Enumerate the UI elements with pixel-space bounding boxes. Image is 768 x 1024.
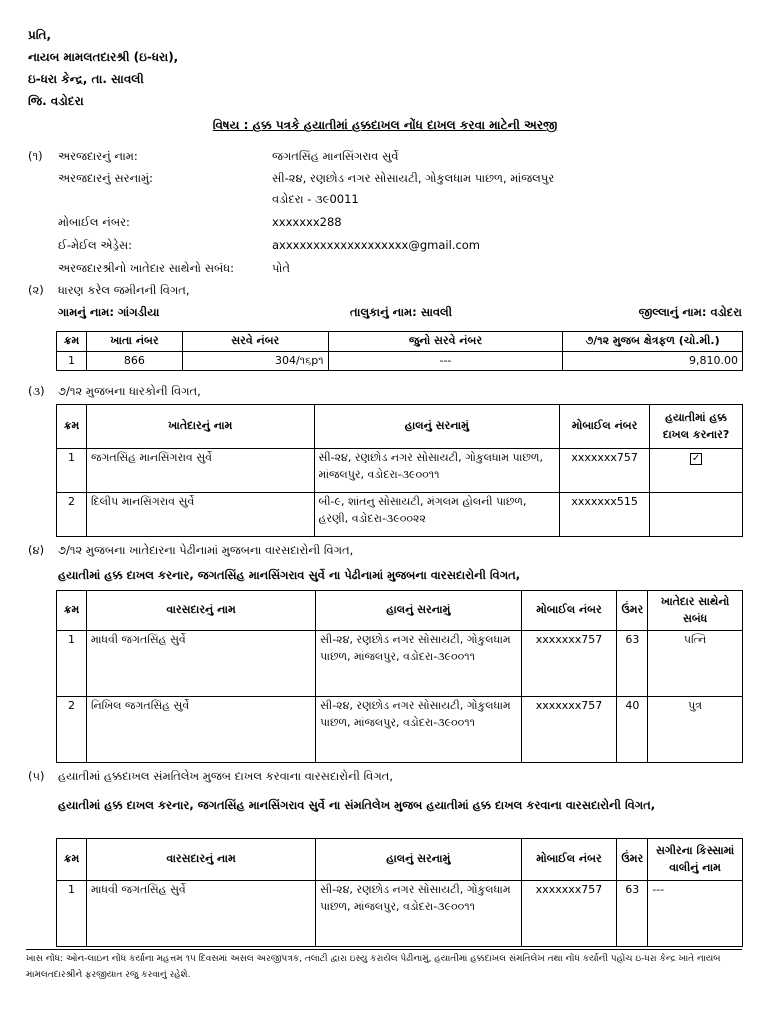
table-row: [57, 449, 743, 493]
header-cell: જુનો સરવે નંબર: [328, 332, 563, 352]
applicant-address-line-1: સી-૨૪, રણછોડ નગર સોસાયટી, ગોકુલધામ પાછળ, માંજલપુર: [272, 171, 555, 185]
header-cell: વારસદારનું નામ: [86, 591, 315, 631]
section-5-number: (૫): [28, 769, 45, 783]
consent-table-header: [57, 839, 743, 881]
section-3-number: (૩): [28, 384, 45, 398]
header-cell: ક્રમ: [57, 405, 87, 449]
address-line-1: પ્રતિ,: [28, 28, 52, 42]
header-cell: હાલનું સરનામું: [316, 839, 521, 881]
subject-line: વિષય : હક્ક પત્રકે હયાતીમાં હક્કદાખલ નોંધ દાખલ કરવા માટેની અરજી: [212, 118, 558, 132]
header-cell: વારસદારનું નામ: [86, 839, 315, 881]
header-cell: ઉંમર: [617, 839, 648, 881]
taluka-name: તાલુકાનું નામ: સાવલી: [350, 305, 453, 319]
land-table: [56, 331, 743, 371]
header-cell: ખાતેદાર સાથેનો સબંધ: [648, 591, 743, 631]
holder-name: જગતસિંહ માનસિંગરાવ સુર્વે: [86, 449, 314, 493]
mobile-value: xxxxxxx288: [272, 215, 342, 229]
section-5-title: હયાતીમાં હક્કદાખલ સંમતિલેખ મુજબ દાખલ કરવાના વારસદારોની વિગત,: [58, 769, 394, 783]
recipient-address: [28, 26, 178, 114]
heir-address: સી-૨૪, રણછોડ નગર સોસાયટી, ગોકુલધામ પાછળ, માંજલપુર, વડોદરા-૩૯૦૦૧૧: [316, 881, 521, 947]
applicant-name-value: જગતસિંહ માનસિંગરાવ સુર્વે: [272, 149, 399, 163]
holder-name: દિલીપ માનસિંગરાવ સુર્વે: [86, 493, 314, 537]
header-cell: મોબાઈલ નંબર: [521, 591, 617, 631]
applicant-address-line-2: વડોદરા - ૩૯0011: [272, 192, 359, 206]
applicant-address-label: અરજદારનું સરનામું:: [58, 171, 154, 185]
consent-heirs-table: [56, 838, 743, 947]
footnote-divider: [26, 949, 742, 950]
land-table-header: [57, 332, 743, 352]
holder-mobile: xxxxxxx515: [560, 493, 650, 537]
heirs-table: [56, 590, 743, 763]
section-4-subtitle: હયાતીમાં હક્ક દાખલ કરનાર, જગતસિંહ માનસિંગરાવ સુર્વે ના પેઢીનામાં મુજબના વારસદારોની વિગત,: [58, 568, 521, 582]
section-1-number: (૧): [28, 149, 43, 163]
header-cell: હાલનું સરનામું: [316, 591, 521, 631]
survey-number: 304/૧૬p૧: [182, 351, 328, 371]
heir-age: 63: [617, 881, 648, 947]
heirs-table-header: [57, 591, 743, 631]
checkbox-icon: ✓: [691, 453, 701, 464]
header-cell: સગીરના કિસ્સામાં વાલીનું નામ: [648, 839, 743, 881]
row-number: 2: [57, 493, 87, 537]
section-3-title: ૭/૧૨ મુજબના ધારકોની વિગત,: [58, 384, 201, 398]
row-number: 1: [57, 881, 87, 947]
heir-relation: પત્નિ: [648, 631, 743, 697]
heir-address: સી-૨૪, રણછોડ નગર સોસાયટી, ગોકુલધામ પાછળ, માંજલપુર, વડોદરા-૩૯૦૦૧૧: [316, 631, 521, 697]
header-cell: ૭/૧૨ મુજબ ક્ષેત્રફળ (ચો.મી.): [563, 332, 743, 352]
heir-name: માધવી જગતસિંહ સુર્વે: [86, 881, 315, 947]
applicant-name-label: અરજદારનું નામ:: [58, 149, 138, 163]
section-4-number: (૪): [28, 543, 45, 557]
account-number: 866: [86, 351, 182, 371]
table-row: [57, 351, 743, 371]
header-cell: મોબાઈલ નંબર: [560, 405, 650, 449]
heir-mobile: xxxxxxx757: [521, 697, 617, 763]
row-number: 2: [57, 697, 87, 763]
header-cell: મોબાઈલ નંબર: [521, 839, 617, 881]
heir-age: 63: [617, 631, 648, 697]
heir-mobile: xxxxxxx757: [521, 631, 617, 697]
relation-label: અરજદારશ્રીનો ખાતેદાર સાથેનો સબંધ:: [58, 261, 235, 275]
table-row: [57, 881, 743, 947]
heir-age: 40: [617, 697, 648, 763]
holders-table-header: [57, 405, 743, 449]
table-row: [57, 631, 743, 697]
address-line-4: જિ. વડોદરા: [28, 94, 84, 108]
holder-address: સી-૨૪, રણછોડ નગર સોસાયટી, ગોકુલધામ પાછળ, માંજલપુર, વડોદરા-૩૯૦૦૧૧: [314, 449, 560, 493]
header-cell: હાલનું સરનામું: [314, 405, 560, 449]
header-cell: ક્રમ: [57, 332, 87, 352]
section-5-subtitle: હયાતીમાં હક્ક દાખલ કરનાર, જગતસિંહ માનસિંગરાવ સુર્વે ના સંમતિલેખ મુજબ હયાતીમાં હક્ક દાખલ કરવાના વારસદારોની વિગત,: [58, 798, 656, 812]
village-name: ગામનું નામ: ગાંગડીયા: [58, 305, 160, 319]
table-row: [57, 697, 743, 763]
header-cell: ખાતા નંબર: [86, 332, 182, 352]
row-number: 1: [57, 351, 87, 371]
mobile-label: મોબાઈલ નંબર:: [58, 215, 130, 229]
section-4-title: ૭/૧૨ મુજબના ખાતેદારના પેઢીનામાં મુજબના વારસદારોની વિગત,: [58, 543, 354, 557]
holder-checkbox-cell: [650, 493, 743, 537]
header-cell: ક્રમ: [57, 591, 87, 631]
relation-value: પોતે: [272, 261, 290, 275]
address-line-3: ઇ-ધરા કેન્દ્ર, તા. સાવલી: [28, 72, 144, 86]
row-number: 1: [57, 631, 87, 697]
heir-name: માધવી જગતસિંહ સુર્વે: [86, 631, 315, 697]
email-label: ઈ-મેઈલ એડ્રેસ:: [58, 238, 133, 252]
footnote: ખાસ નોંધ: ઓન-લાઇન નોંધ કર્યાના મહત્તમ ૧૫ દિવસમાં અસલ અરજીપત્રક, તલાટી દ્વારા ઇસ્યુ કરાયેલ પેઢીનામું, હયાતીમાં હક્કદાખલ સંમતિલેખ તથા નોંધ કર્યાની પહોંચ ઇ-ધરા કેન્દ્ર ખાતે નાયબ મામલતદારશ્રીને ફરજીયાત રજુ કરવાનું રહેશે.: [26, 954, 721, 980]
heir-mobile: xxxxxxx757: [521, 881, 617, 947]
district-name: જીલ્લાનું નામ: વડોદરા: [638, 305, 742, 319]
section-2-title: ધારણ કરેલ જમીનની વિગત,: [58, 283, 190, 297]
table-row: [57, 493, 743, 537]
heir-relation: પુત્ર: [648, 697, 743, 763]
header-cell: ઉંમર: [617, 591, 648, 631]
old-survey-number: ---: [328, 351, 563, 371]
holder-address: બી-૯, શાંતનુ સોસાયટી, મંગલમ હોલની પાછળ, હરણી, વડોદરા-૩૯૦૦૨૨: [314, 493, 560, 537]
heir-address: સી-૨૪, રણછોડ નગર સોસાયટી, ગોકુલધામ પાછળ, માંજલપુર, વડોદરા-૩૯૦૦૧૧: [316, 697, 521, 763]
holder-checkbox-cell: [650, 449, 743, 493]
section-2-number: (૨): [28, 283, 44, 297]
header-cell: ક્રમ: [57, 839, 87, 881]
row-number: 1: [57, 449, 87, 493]
email-value: axxxxxxxxxxxxxxxxxxx@gmail.com: [272, 238, 481, 252]
header-cell: હયાતીમાં હક્ક દાખલ કરનાર?: [650, 405, 743, 449]
holder-mobile: xxxxxxx757: [560, 449, 650, 493]
area-value: 9,810.00: [563, 351, 743, 371]
holders-table: [56, 404, 743, 537]
address-line-2: નાયબ મામલતદારશ્રી (ઇ-ધરા),: [28, 50, 179, 64]
header-cell: ખાતેદારનું નામ: [86, 405, 314, 449]
heir-name: નિખિલ જગતસિંહ સુર્વે: [86, 697, 315, 763]
guardian-name: ---: [648, 881, 743, 947]
header-cell: સરવે નંબર: [182, 332, 328, 352]
